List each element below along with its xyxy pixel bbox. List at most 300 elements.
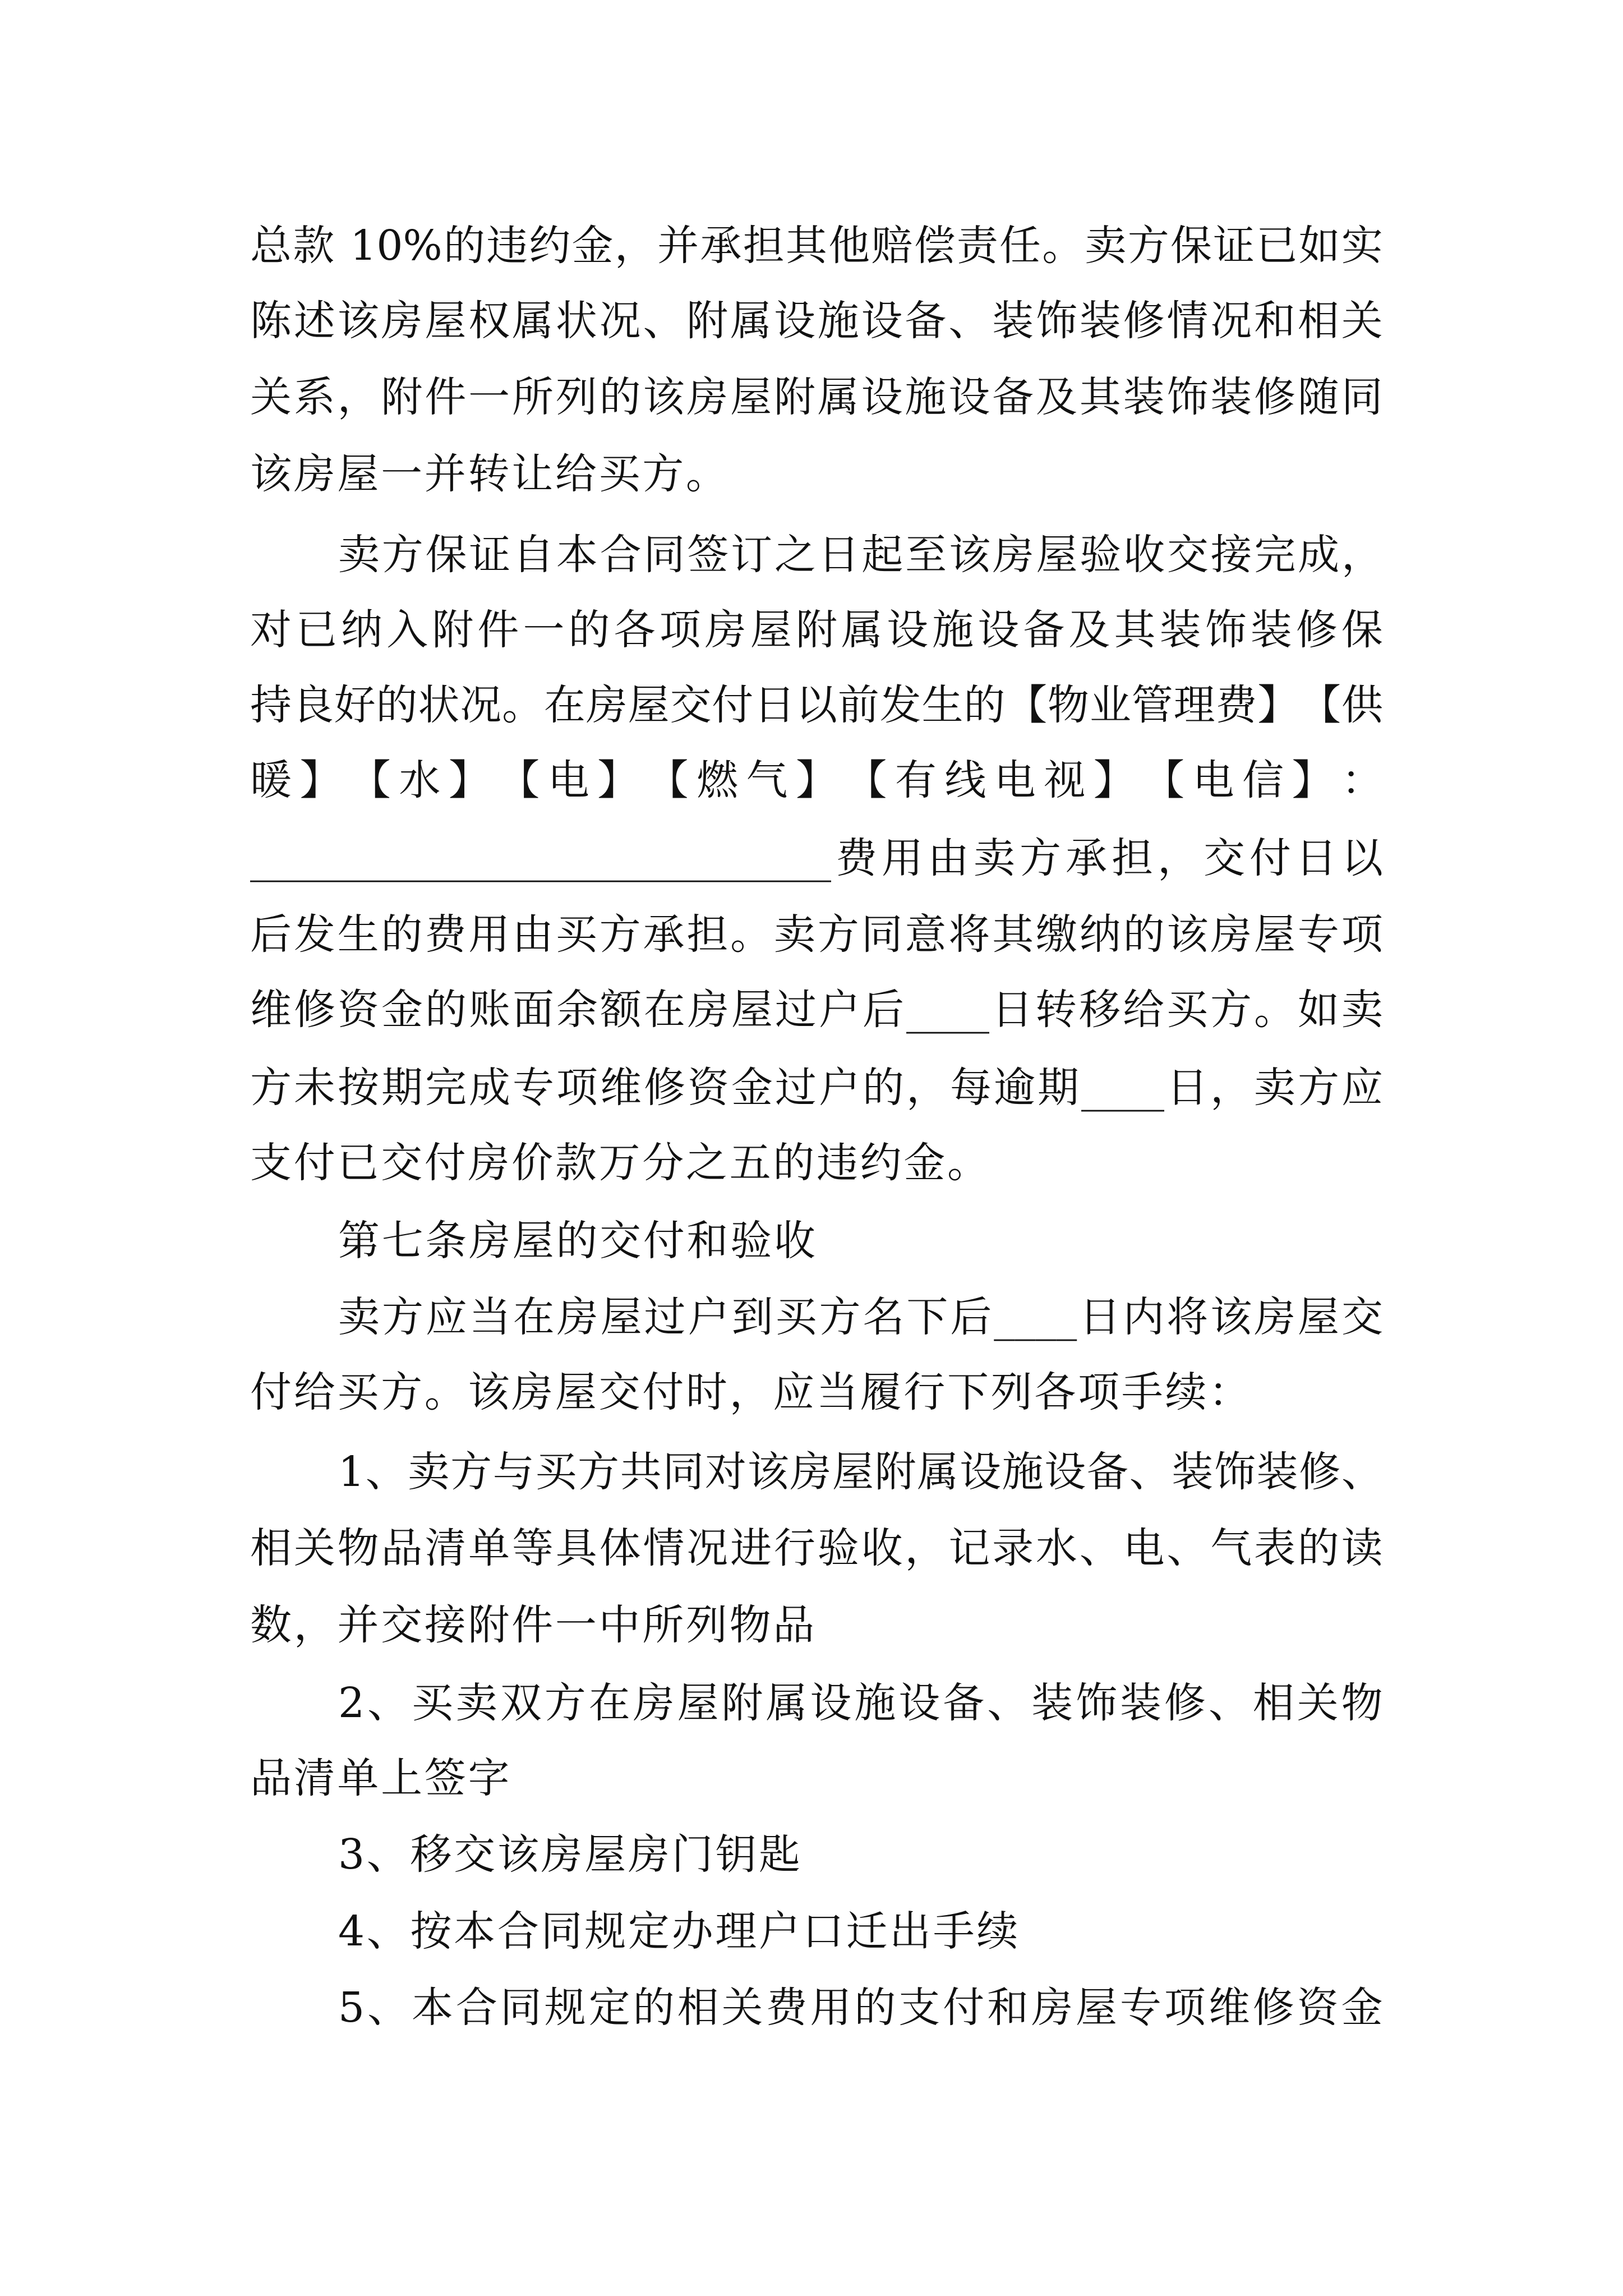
line-glyph: 逾 [994,1064,1035,1112]
paragraph-line [250,677,1383,733]
line-glyph: 收 [1123,531,1165,579]
paragraph-line [338,1675,1383,1731]
line-glyph: 信 [1242,756,1284,804]
line-glyph: 付 [424,1139,466,1187]
line-glyph: 、 [987,1679,1029,1727]
line-glyph: 属 [917,1448,959,1496]
line-glyph: 饰 [1035,297,1077,345]
line-glyph: 2 [338,1679,365,1727]
line-glyph: 同 [1341,373,1383,421]
line-glyph: 同 [861,910,903,959]
line-glyph: ， [337,373,379,421]
line-glyph: 给 [555,450,597,498]
line-glyph: 偿 [914,222,956,270]
line-glyph: 相 [1297,297,1339,345]
line-glyph: 移 [410,1830,452,1879]
line-glyph: 单 [468,1524,510,1572]
line-glyph: 移 [1079,986,1121,1034]
line-glyph: 共 [620,1448,662,1496]
line-glyph: 屋 [628,681,670,729]
line-glyph: 。 [502,681,544,729]
line-glyph: 验 [817,1524,859,1572]
line-glyph: 有 [895,756,937,804]
line-glyph: 款 [293,222,335,270]
line-glyph: 转 [468,450,510,498]
line-glyph: 维 [1208,1984,1250,2032]
line-glyph: 交 [1204,834,1245,882]
line-glyph: 】 [597,756,639,804]
line-glyph: 该 [747,1448,789,1496]
line-glyph: 该 [468,1368,510,1416]
line-glyph: 保 [1341,606,1383,654]
paragraph-line [250,218,1383,274]
line-glyph: 每 [950,1064,992,1112]
line-glyph: 的 [443,222,485,270]
line-glyph: 品 [381,1524,423,1572]
line-glyph: 下 [906,1293,948,1341]
line-glyph: 价 [511,1139,554,1187]
line-glyph: 方 [544,1679,586,1727]
line-glyph: 支 [898,1984,940,2032]
line-glyph: 房 [1031,1984,1073,2032]
line-glyph: 方 [450,1448,492,1496]
line-glyph: 水 [399,756,441,804]
line-glyph: 担 [686,910,728,959]
line-glyph: 电 [1123,1524,1165,1572]
line-glyph: 卖 [338,1293,380,1341]
line-glyph: 接 [424,1601,466,1649]
line-glyph: 装 [1031,1679,1073,1727]
line-glyph: ， [905,1524,947,1572]
line-glyph: ： [1209,1368,1251,1416]
line-glyph: 对 [250,606,292,654]
line-glyph: 装 [1079,297,1121,345]
line-glyph: 承 [700,222,742,270]
line-glyph: 生 [921,681,963,729]
line-glyph: 、 [367,1679,409,1727]
line-glyph: 【 [647,756,689,804]
line-glyph: 应 [773,1368,815,1416]
line-glyph: 房 [704,606,746,654]
line-glyph: 履 [860,1368,902,1416]
line-glyph: 将 [1166,1293,1209,1341]
line-glyph: 上 [381,1754,423,1802]
line-glyph: 】 [1292,756,1334,804]
line-glyph: 名 [863,1293,905,1341]
line-glyph: ， [729,1368,771,1416]
line-glyph: 续 [976,1907,1018,1955]
paragraph-line [250,1060,1383,1116]
line-glyph: 付 [293,1139,335,1187]
line-glyph: 修 [1295,606,1338,654]
line-glyph: 出 [889,1907,932,1955]
line-glyph: 施 [854,1679,896,1727]
line-glyph: 、 [367,1984,409,2032]
line-glyph: 况 [460,681,502,729]
line-glyph: 况 [599,297,641,345]
line-glyph: 关 [1297,1679,1339,1727]
line-glyph: 一 [381,450,423,498]
line-glyph: 转 [1035,986,1077,1034]
line-glyph: 情 [643,1524,685,1572]
line-glyph: 同 [500,1984,542,2032]
line-glyph: 装 [1172,1448,1214,1496]
line-glyph: 卖 [974,834,1015,882]
line-glyph: 给 [1123,986,1164,1034]
paragraph-line [338,1289,1383,1345]
line-glyph: 交 [670,681,712,729]
line-glyph: 方 [250,1064,292,1112]
line-glyph: 与 [492,1448,534,1496]
line-glyph: 订 [731,531,773,579]
line-glyph: 如 [1298,222,1340,270]
line-glyph: 过 [775,986,817,1034]
line-glyph: 缴 [1035,910,1077,959]
line-glyph: 规 [544,1984,586,2032]
line-glyph: 屋 [425,297,467,345]
line-glyph: 合 [455,1984,497,2032]
line-glyph: 备 [1086,1448,1128,1496]
line-glyph: 过 [775,1064,817,1112]
line-glyph: 合 [497,1907,539,1955]
line-glyph: ____ [1081,1064,1164,1112]
line-glyph: 专 [1297,910,1339,959]
line-glyph: 验 [730,1217,772,1265]
line-glyph: 修 [1123,297,1165,345]
line-glyph: 承 [1066,834,1107,882]
line-glyph: 屋 [730,373,772,421]
line-glyph: 的 [963,681,1006,729]
line-glyph: 后 [250,910,292,959]
line-glyph: 费 [766,1984,808,2032]
line-glyph: 属 [766,1679,808,1727]
line-glyph: 将 [948,910,990,959]
line-glyph: 和 [987,1984,1029,2032]
line-glyph: 【 [1299,681,1341,729]
line-glyph: 3 [338,1830,365,1879]
line-glyph: 自 [513,531,555,579]
line-glyph: 任 [999,222,1041,270]
paragraph-line [250,1520,1383,1576]
line-glyph: 到 [731,1293,773,1341]
line-glyph: 饰 [1214,1448,1256,1496]
line-glyph: 担 [743,222,785,270]
line-glyph: 屋 [555,1368,597,1416]
line-glyph: 办 [671,1907,713,1955]
line-glyph: 装 [992,297,1034,345]
line-glyph: 生 [337,910,379,959]
line-glyph: 屋 [600,1293,642,1341]
line-glyph: 屋 [1254,910,1296,959]
line-glyph: 门 [671,1830,713,1879]
line-glyph: 支 [250,1139,292,1187]
line-glyph: 权 [468,297,510,345]
line-glyph: 陈 [250,297,292,345]
line-glyph: 期 [1038,1064,1079,1112]
line-glyph: 情 [1166,297,1209,345]
line-glyph: 屋 [750,606,792,654]
line-glyph: 卖 [1085,222,1127,270]
line-glyph: 、 [948,297,990,345]
line-glyph: 方 [381,531,423,579]
line-glyph: 合 [600,531,642,579]
line-glyph: 及 [1035,373,1077,421]
paragraph-line [250,1597,1383,1653]
line-glyph: 饰 [1166,373,1209,421]
line-glyph: 设 [1044,1448,1086,1496]
line-glyph: 装 [1250,606,1292,654]
line-glyph: 【 [1006,681,1048,729]
line-glyph: 修 [1254,373,1296,421]
line-glyph: 屋 [1036,531,1078,579]
line-glyph: 维 [250,986,292,1034]
line-glyph: 行 [903,1368,946,1416]
line-glyph: 日 [1079,1293,1121,1341]
line-glyph: 付 [1249,834,1291,882]
line-glyph: 其 [1079,373,1121,421]
line-glyph: 业 [1089,681,1131,729]
paragraph-line [250,602,1383,658]
line-glyph: 装 [1119,1679,1161,1727]
line-glyph: 验 [1080,531,1122,579]
line-glyph: 方 [381,1368,423,1416]
line-glyph: 设 [898,1679,940,1727]
line-glyph: 备 [943,1679,985,1727]
line-glyph: 1 [338,1448,365,1496]
line-glyph: 方 [1020,834,1061,882]
line-glyph: 户 [758,1907,800,1955]
line-glyph: 交 [600,1217,642,1265]
line-glyph: 维 [600,1064,642,1112]
line-glyph: 方 [819,1293,861,1341]
line-glyph: 附 [773,373,815,421]
line-glyph: 【 [1143,756,1185,804]
line-glyph: 赔 [871,222,913,270]
line-glyph: 】 [448,756,490,804]
line-glyph: 其 [992,910,1034,959]
line-glyph: 持 [250,681,292,729]
line-glyph: 屋 [677,1679,719,1727]
line-glyph: 电 [547,756,589,804]
line-glyph: 过 [644,1293,686,1341]
line-glyph: 的 [863,1064,904,1112]
line-glyph: 状 [418,681,460,729]
line-glyph: 按 [410,1907,452,1955]
line-glyph: 装 [1256,1448,1298,1496]
line-glyph: 房 [628,1830,670,1879]
line-glyph: 款 [555,1139,597,1187]
line-glyph: 付 [642,1368,684,1416]
line-glyph: 签 [687,531,729,579]
line-glyph: 卖 [1341,986,1383,1034]
line-glyph: 交 [454,1830,496,1879]
line-glyph: 在 [543,681,585,729]
line-glyph: 同 [643,531,685,579]
line-glyph: 品 [250,1754,292,1802]
line-glyph: 录 [992,1524,1034,1572]
line-glyph: 修 [1252,1984,1294,2032]
line-glyph: 线 [944,756,986,804]
line-glyph: 一 [468,373,510,421]
line-glyph: 对 [705,1448,746,1496]
line-glyph: 买 [598,450,640,498]
line-glyph: 5 [338,1984,365,2032]
line-glyph: 总 [250,222,292,270]
line-glyph: 关 [1341,297,1383,345]
line-glyph: 内 [1123,1293,1165,1341]
line-glyph: 、 [1166,1524,1209,1572]
line-glyph: ， [1341,531,1383,579]
line-glyph: 责 [956,222,998,270]
line-glyph: 饰 [1205,606,1247,654]
line-glyph: 收 [861,1524,903,1572]
line-glyph: 本 [454,1907,496,1955]
line-glyph: 状 [555,297,597,345]
line-glyph: 口 [802,1907,844,1955]
line-glyph: 品 [773,1601,815,1649]
line-glyph: 各 [1034,1368,1076,1416]
line-glyph: 施 [817,297,859,345]
line-glyph: 装 [1159,606,1201,654]
paragraph-line [250,830,1383,886]
line-glyph: 修 [294,986,335,1034]
line-glyph: 付 [943,1984,985,2032]
line-glyph: 属 [511,297,554,345]
line-glyph: 房 [556,1293,598,1341]
line-glyph: 各 [614,606,656,654]
line-glyph: 物 [729,1601,771,1649]
line-glyph: 件 [425,373,467,421]
line-glyph: 附 [795,606,837,654]
line-glyph: 之 [685,1139,727,1187]
line-glyph: 项 [659,606,701,654]
line-glyph: 时 [685,1368,727,1416]
line-glyph: 分 [642,1139,684,1187]
line-glyph: 费 [425,910,467,959]
line-glyph: 专 [1119,1984,1161,2032]
line-glyph: 的 [599,373,641,421]
line-glyph: ____________________________ [250,834,831,882]
line-glyph: 关 [293,1524,335,1572]
line-glyph: 。 [947,1139,989,1187]
paragraph-line [250,1364,1383,1420]
paragraph-line [250,982,1383,1038]
line-glyph: 】 [795,756,837,804]
line-glyph: 项 [1078,1368,1120,1416]
line-glyph: 账 [469,986,510,1034]
line-glyph: 入 [386,606,428,654]
line-glyph: 该 [250,450,292,498]
line-glyph: 交 [598,1368,640,1416]
line-glyph: 匙 [758,1830,800,1879]
line-glyph: 迁 [846,1907,888,1955]
line-glyph: 收 [773,1217,815,1265]
line-glyph: 方 [642,450,684,498]
paragraph-line [250,293,1383,349]
line-glyph: 清 [293,1754,335,1802]
line-glyph: 意 [905,910,947,959]
line-glyph: 余 [556,986,598,1034]
line-glyph: 当 [816,1368,858,1416]
line-glyph: 已 [337,1139,379,1187]
line-glyph: 行 [773,1524,815,1572]
line-glyph: 金 [731,1064,773,1112]
line-glyph: 用 [468,910,510,959]
line-glyph: 规 [584,1907,626,1955]
line-glyph: 担 [1112,834,1153,882]
line-glyph: 房 [293,450,335,498]
line-glyph: ， [293,1601,335,1649]
line-glyph: 、 [643,297,685,345]
paragraph-line [338,1980,1383,2036]
line-glyph: 列 [685,1601,727,1649]
line-glyph: 期 [381,1064,423,1112]
line-glyph: 日 [992,986,1033,1034]
line-glyph: 交 [1341,1293,1383,1341]
line-glyph: 项 [1164,1984,1206,2032]
line-glyph: 的 [381,910,423,959]
line-glyph: 资 [338,986,379,1034]
line-glyph: 方 [817,910,859,959]
line-glyph: 日 [754,681,796,729]
line-glyph: 以 [1341,834,1383,882]
line-glyph: 电 [1192,756,1234,804]
line-glyph: 方 [1210,986,1252,1034]
line-glyph: 燃 [697,756,739,804]
line-glyph: 管 [1131,681,1173,729]
line-glyph: 已 [1256,222,1298,270]
line-glyph: ： [1341,756,1383,804]
line-glyph: 证 [1213,222,1255,270]
line-glyph: 列 [555,373,597,421]
line-glyph: 金 [1341,1984,1383,2032]
paragraph-line [250,1750,1383,1806]
line-glyph: 、 [366,1907,408,1955]
line-glyph: 付 [643,1217,685,1265]
line-glyph: 纳 [1079,910,1121,959]
line-glyph: 约 [529,222,571,270]
line-glyph: 卖 [338,531,380,579]
line-glyph: 附 [874,1448,916,1496]
line-glyph: 】 [299,756,342,804]
line-glyph: 户 [819,986,860,1034]
line-glyph: 第 [338,1217,380,1265]
line-glyph: 交 [381,1601,423,1649]
line-glyph: 交 [1166,531,1209,579]
line-glyph: 屋 [731,986,773,1034]
line-glyph: 件 [477,606,519,654]
line-glyph: 如 [1298,986,1339,1034]
line-glyph: 房 [992,531,1034,579]
line-glyph: 屋 [584,1830,626,1879]
line-glyph: 。 [424,1368,466,1416]
line-glyph: 未 [294,1064,335,1112]
section-heading-line [338,1213,1383,1269]
line-glyph: 。 [1254,986,1295,1034]
paragraph-line [338,1903,1383,1959]
line-glyph: 和 [1254,297,1296,345]
line-glyph: 签 [424,1754,466,1802]
line-glyph: 供 [1341,681,1383,729]
line-glyph: 该 [497,1830,539,1879]
line-glyph: 施 [905,373,947,421]
line-glyph: 体 [599,1524,641,1572]
line-glyph: 表 [1254,1524,1296,1572]
line-glyph: 、 [1129,1448,1171,1496]
line-glyph: 附 [686,297,728,345]
line-glyph: 方 [381,1293,423,1341]
line-glyph: 、 [365,1448,407,1496]
